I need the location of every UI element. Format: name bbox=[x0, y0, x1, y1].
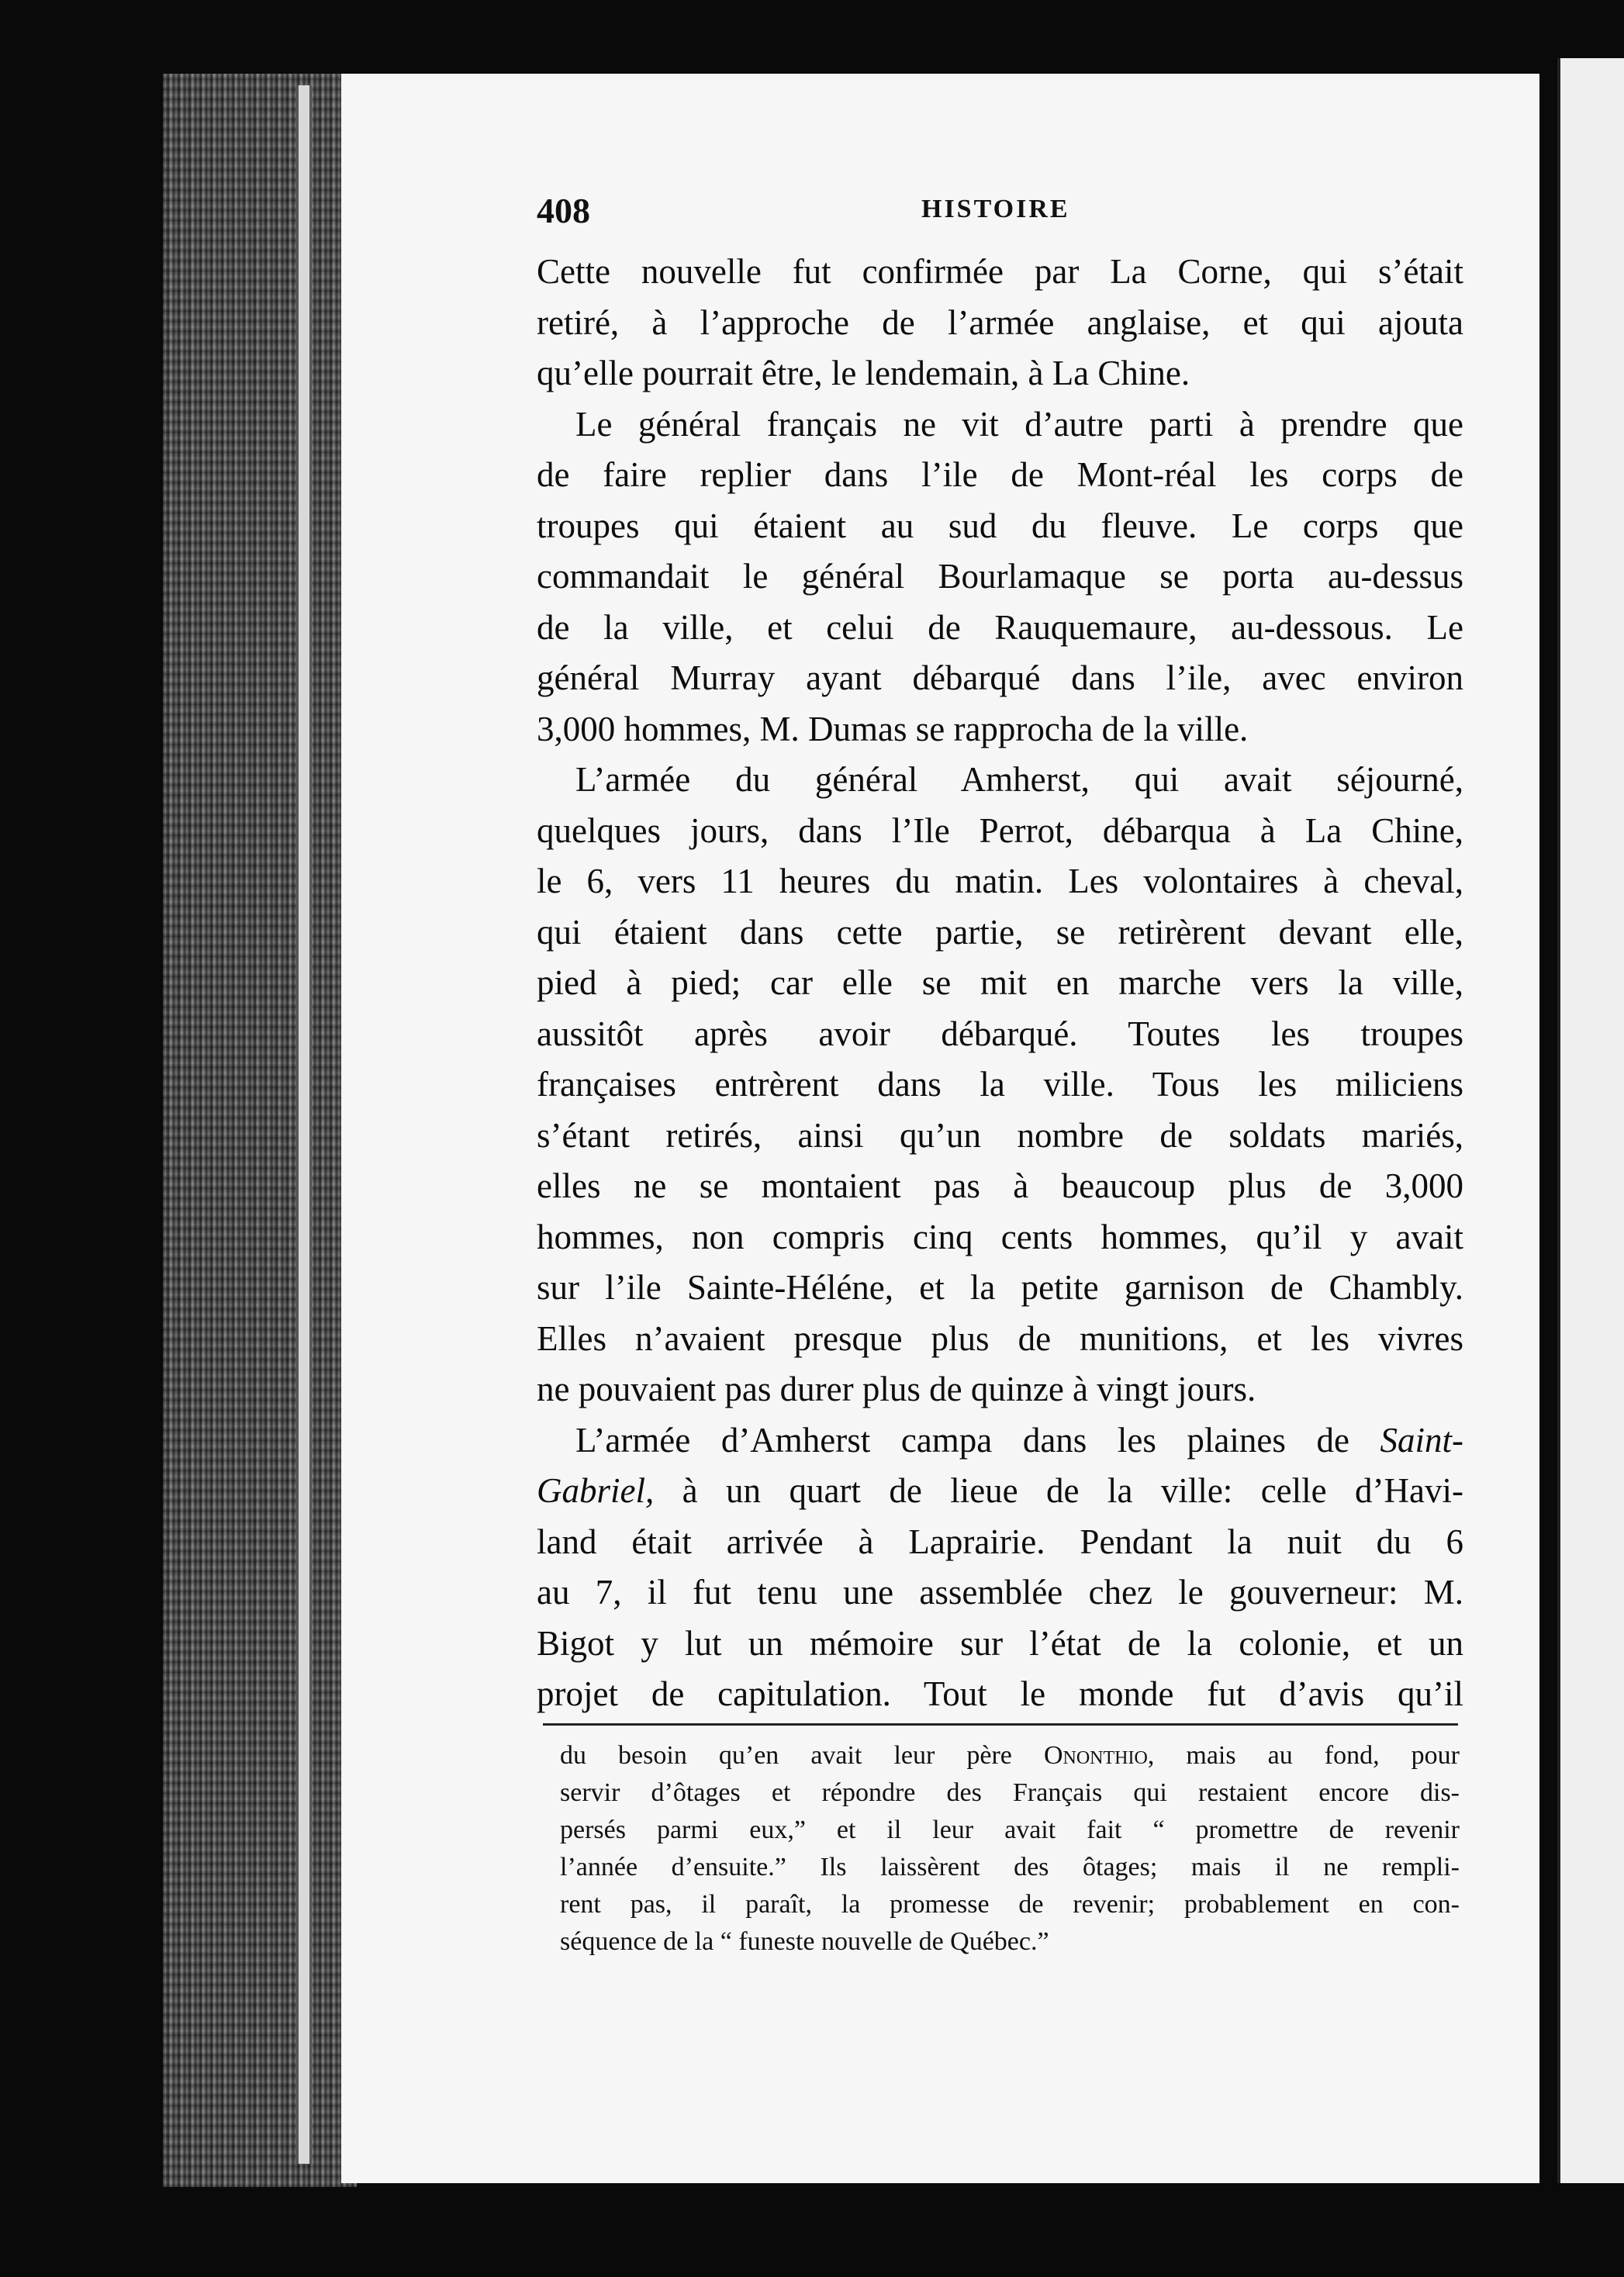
text-line: qu’elle pourrait être, le lendemain, à La Chine. bbox=[537, 354, 1190, 392]
footnote bbox=[560, 1737, 1460, 1961]
text-segment: L’armée d’Amherst campa dans les plaines de bbox=[575, 1420, 1349, 1460]
text-line: land était arrivée à Laprairie. Pendant la nuit du 6 bbox=[537, 1522, 1463, 1561]
text-line: Bigot y lut un mémoire sur l’état de la colonie, et un bbox=[537, 1623, 1463, 1663]
text-line: retiré, à l’approche de l’armée anglaise, et qui ajouta bbox=[537, 302, 1463, 342]
italic-place-name: Saint- bbox=[1380, 1420, 1464, 1460]
text-line: françaises entrèrent dans la ville. Tous les miliciens bbox=[537, 1065, 1463, 1104]
book-page-edges-texture bbox=[163, 74, 357, 2187]
footnote-rule bbox=[543, 1723, 1458, 1726]
footnote-line bbox=[560, 1737, 1460, 1774]
text-segment: à un quart de lieue de la ville: celle d’Havi- bbox=[654, 1471, 1463, 1510]
text-line: Le général français ne vit d’autre parti à prendre que bbox=[575, 404, 1463, 444]
running-title: HISTOIRE bbox=[921, 195, 1070, 223]
text-line: quelques jours, dans l’Ile Perrot, débarqua à La Chine, bbox=[537, 810, 1463, 850]
text-line bbox=[537, 1466, 1463, 1517]
footnote-segment: du besoin qu’en avait leur père bbox=[560, 1741, 1044, 1770]
text-line: projet de capitulation. Tout le monde fut d’avis qu’il bbox=[537, 1674, 1463, 1713]
adjacent-page-edge bbox=[1557, 58, 1624, 2183]
main-text bbox=[537, 247, 1463, 1720]
footnote-segment: , mais au fond, pour bbox=[1147, 1741, 1460, 1770]
footnote-line: séquence de la “ funeste nouvelle de Québec.” bbox=[560, 1927, 1049, 1956]
italic-place-name: Gabriel, bbox=[537, 1471, 655, 1510]
small-caps-name: Ononthio bbox=[1043, 1741, 1148, 1770]
page-gutter bbox=[296, 85, 312, 2164]
text-line: hommes, non compris cinq cents hommes, qu’il y avait bbox=[537, 1217, 1463, 1256]
text-line: troupes qui étaient au sud du fleuve. Le corps que bbox=[537, 506, 1463, 545]
text-line: L’armée du général Amherst, qui avait séjourné, bbox=[575, 760, 1463, 799]
text-line: Cette nouvelle fut confirmée par La Corne, qui s’était bbox=[537, 252, 1463, 291]
footnote-line: l’année d’ensuite.” Ils laissèrent des ôtages; mais il ne rempli- bbox=[560, 1853, 1460, 1881]
text-line: général Murray ayant débarqué dans l’ile, avec environ bbox=[537, 658, 1463, 697]
page-number: 408 bbox=[537, 191, 590, 230]
text-line: aussitôt après avoir débarqué. Toutes les troupes bbox=[537, 1014, 1463, 1053]
text-line: le 6, vers 11 heures du matin. Les volontaires à cheval, bbox=[537, 862, 1463, 900]
text-line: sur l’ile Sainte-Héléne, et la petite garnison de Chambly. bbox=[537, 1268, 1463, 1307]
text-line: qui étaient dans cette partie, se retirèrent devant elle, bbox=[537, 912, 1463, 952]
text-line: de faire replier dans l’ile de Mont-réal les corps de bbox=[537, 455, 1463, 494]
text-line: Elles n’avaient presque plus de munitions, et les vivres bbox=[537, 1318, 1463, 1358]
footnote-line: servir d’ôtages et répondre des Français qui restaient encore dis- bbox=[560, 1778, 1460, 1807]
text-line: s’étant retirés, ainsi qu’un nombre de soldats mariés, bbox=[537, 1115, 1463, 1155]
footnote-line: persés parmi eux,” et il leur avait fait “ promettre de revenir bbox=[560, 1816, 1460, 1844]
text-line: ne pouvaient pas durer plus de quinze à vingt jours. bbox=[537, 1370, 1256, 1408]
text-line bbox=[537, 1415, 1463, 1467]
text-line: pied à pied; car elle se mit en marche vers la ville, bbox=[537, 963, 1463, 1002]
text-line: 3,000 hommes, M. Dumas se rapprocha de la ville. bbox=[537, 709, 1249, 748]
text-line: commandait le général Bourlamaque se porta au-dessus bbox=[537, 557, 1463, 596]
text-line: elles ne se montaient pas à beaucoup plus de 3,000 bbox=[537, 1166, 1463, 1205]
page-header bbox=[537, 190, 1460, 237]
footnote-line: rent pas, il paraît, la promesse de revenir; probablement en con- bbox=[560, 1890, 1460, 1919]
text-line: de la ville, et celui de Rauquemaure, au-dessous. Le bbox=[537, 607, 1463, 647]
text-line: au 7, il fut tenu une assemblée chez le gouverneur: M. bbox=[537, 1573, 1463, 1612]
